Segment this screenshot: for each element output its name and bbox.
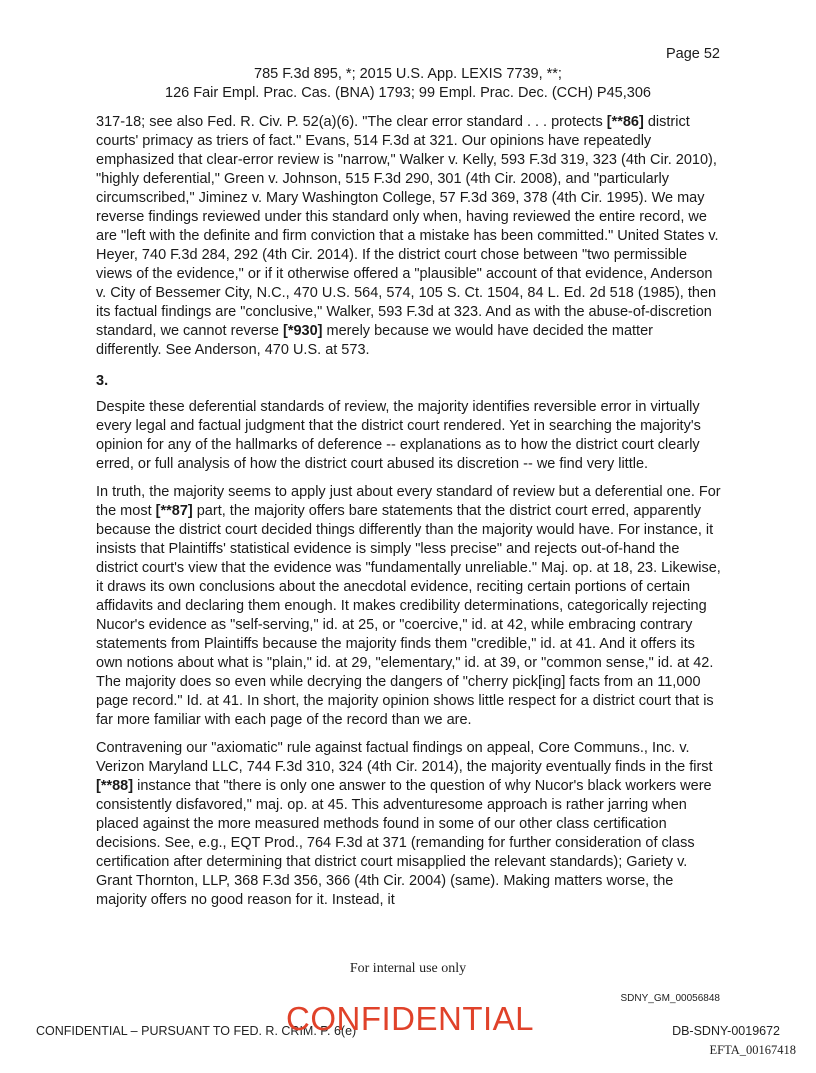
text-run: 317-18; see also Fed. R. Civ. P. 52(a)(6). "The clear error standard . . . protects xyxy=(96,114,607,130)
citation-line-2: 126 Fair Empl. Prac. Cas. (BNA) 1793; 99 Empl. Prac. Dec. (CCH) P45,306 xyxy=(165,85,651,101)
star-page-marker: [**87] xyxy=(155,503,193,519)
text-run: Contravening our "axiomatic" rule against factual findings on appeal, Core Communs., Inc. v. Verizon Maryland LLC, 744 F.3d 310, 324 (4th Cir. 2014), the majority eventually finds in the first xyxy=(96,740,713,775)
star-page-marker: [**86] xyxy=(606,114,644,130)
confidential-notice: CONFIDENTIAL – PURSUANT TO FED. R. CRIM. P. 6(e) xyxy=(36,1024,357,1038)
page-number: Page 52 xyxy=(665,46,720,62)
paragraph-3 xyxy=(96,483,722,730)
text-run: part, the majority offers bare statements that the district court erred, apparently because the district court decided things differently than the majority would have. For instance, it insists that Plaintiffs' statistical evidence is simply "less precise" and rejects out-of-hand the district court's view that the evidence was "fundamentally unreliable." Maj. op. at 18, 23. Likewise, it draws its own conclusions about the anecdotal evidence, reciting certain portions of certain affidavits and declaring them enough. It makes credibility determinations, categorically rejecting Nucor's evidence as "self-serving," id. at 25, or "coercive," id. at 42, while embracing contrary statements from Plaintiffs because the majority finds them "credible," id. at 41. And it offers its own notions about what is "plain," id. at 29, "elementary," id. at 39, or "common sense," id. at 42. The majority does so even while decrying the dangers of "cherry pick[ing] facts from an 11,000 page record." Id. at 41. In short, the majority opinion shows little respect for a district court that is far more familiar with each page of the record than we are. xyxy=(96,503,721,728)
internal-use-notice: For internal use only xyxy=(349,961,467,976)
text-run: district courts' primacy as triers of fact." Evans, 514 F.3d at 321. Our opinions have repeatedly emphasized that clear-error review is "narrow," Walker v. Kelly, 593 F.3d 319, 323 (4th Cir. 2010), "highly deferential," Green v. Johnson, 515 F.3d 290, 301 (4th Cir. 2008), and "particularly circumscribed," Jiminez v. Mary Washington College, 57 F.3d 369, 378 (4th Cir. 1995). We may reverse findings reviewed under this standard only when, having reviewed the entire record, we are "left with the definite and firm conviction that a mistake has been committed." United States v. Heyer, 740 F.3d 284, 292 (4th Cir. 2014). If the district court chose between "two permissible views of the evidence," or if it otherwise offered a "plausible" account of that evidence, Anderson v. City of Bessemer City, N.C., 470 U.S. 564, 574, 105 S. Ct. 1504, 84 L. Ed. 2d 518 (1985), then its factual findings are "conclusive," Walker, 593 F.3d at 323. And as with the abuse-of-discretion standard, we cannot reverse xyxy=(96,114,719,339)
star-page-marker: [*930] xyxy=(283,323,323,339)
bates-number-sdny: SDNY_GM_00056848 xyxy=(620,993,720,1004)
case-citation xyxy=(0,65,816,103)
text-run: In truth, the majority seems to apply just about every standard of review but a deferential one. For the most xyxy=(96,484,721,519)
paragraph-1 xyxy=(96,113,722,360)
opinion-body xyxy=(96,113,722,919)
star-page-marker: [**88] xyxy=(96,778,134,794)
bates-number-db: DB-SDNY-0019672 xyxy=(672,1024,780,1038)
paragraph-2: Despite these deferential standards of review, the majority identifies reversible error in virtually every legal and factual judgment that the district court rendered. Yet in searching the majority's opinion for any of the hallmarks of deference -- explanations as to how the district court clearly erred, or full analysis of how the district court abused its discretion -- we find very little. xyxy=(96,399,701,472)
bates-number-efta: EFTA_00167418 xyxy=(709,1043,796,1057)
section-heading: 3. xyxy=(96,373,109,389)
citation-line-1: 785 F.3d 895, *; 2015 U.S. App. LEXIS 7739, **; xyxy=(254,66,562,82)
text-run: merely because we would have decided the matter differently. See Anderson, 470 U.S. at 573. xyxy=(96,323,653,358)
paragraph-4 xyxy=(96,739,722,910)
text-run: instance that "there is only one answer to the question of why Nucor's black workers were consistently disfavored," maj. op. at 45. This adventuresome approach is rather jarring when placed against the more measured methods found in some of our other class certification decisions. See, e.g., EQT Prod., 764 F.3d at 371 (remanding for further consideration of class certification after determining that district court misapplied the relevant standards); Gariety v. Grant Thornton, LLP, 368 F.3d 356, 366 (4th Cir. 2004) (same). Making matters worse, the majority offers no good reason for it. Instead, it xyxy=(96,778,712,908)
confidential-stamp: CONFIDENTIAL xyxy=(286,1000,535,1037)
